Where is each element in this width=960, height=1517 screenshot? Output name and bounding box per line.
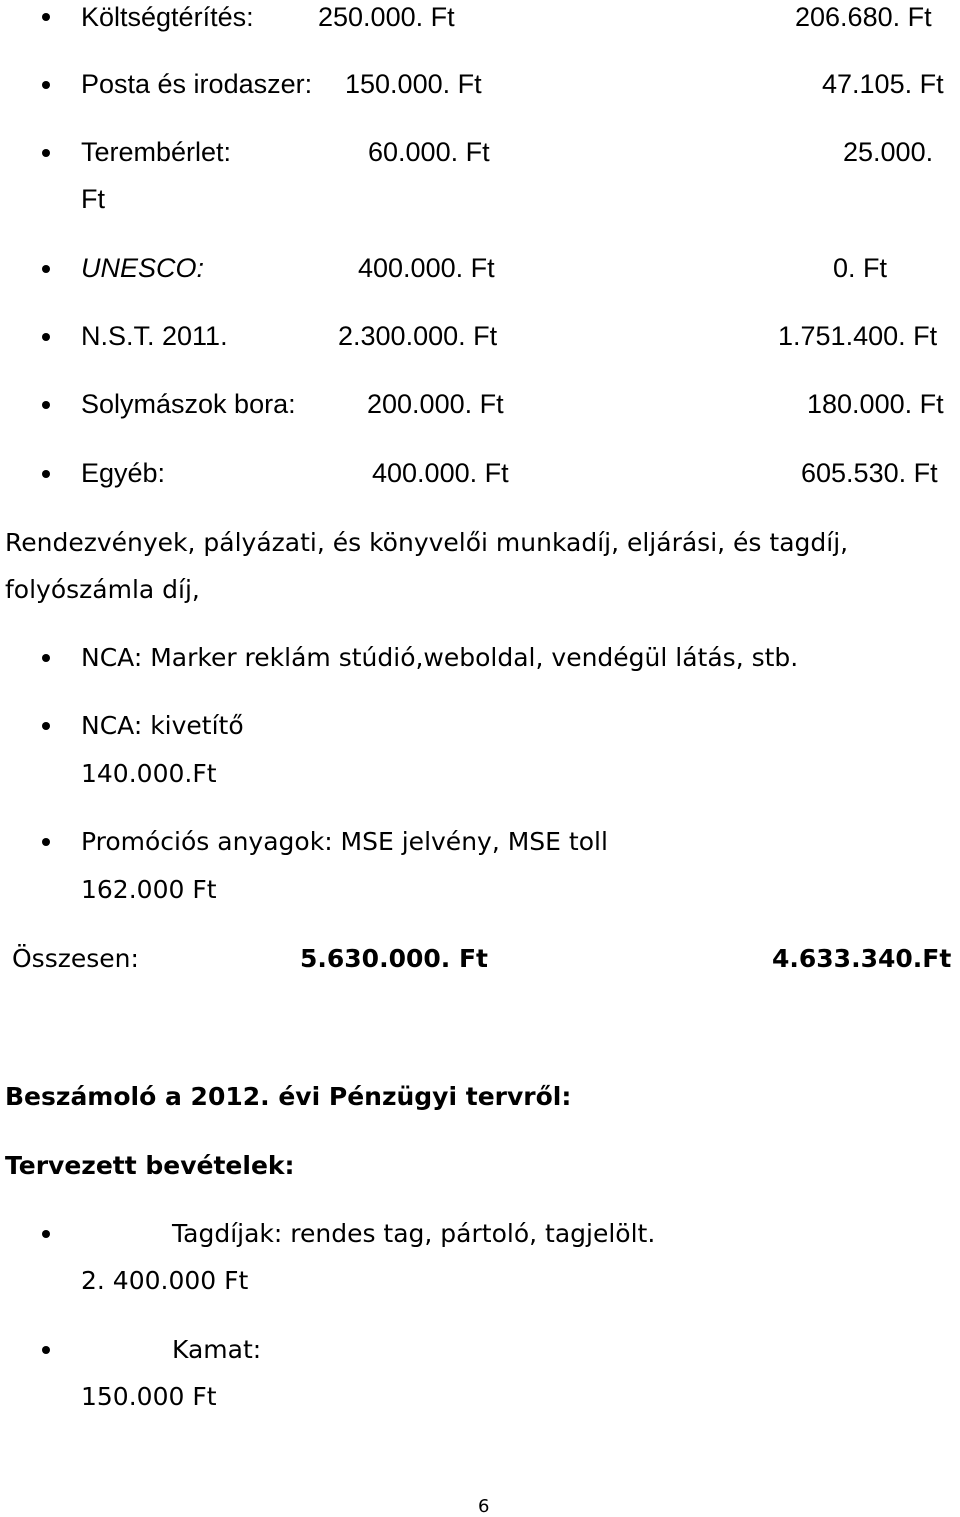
expense-planned: 60.000. Ft <box>368 137 490 167</box>
section-heading: Beszámoló a 2012. évi Pénzügyi tervről: <box>5 1082 572 1111</box>
expense-actual: 180.000. Ft <box>807 389 944 419</box>
expense-label: N.S.T. 2011. <box>81 321 228 351</box>
income-heading: Tervezett bevételek: <box>5 1151 295 1180</box>
bullet-icon <box>42 81 50 89</box>
income-amount: 150.000 Ft <box>81 1382 217 1411</box>
total-actual: 4.633.340.Ft <box>772 944 952 973</box>
expense-label: Egyéb: <box>81 458 166 488</box>
expense-label: UNESCO: <box>81 253 205 283</box>
total-label: Összesen: <box>12 944 139 973</box>
total-planned: 5.630.000. Ft <box>300 944 488 973</box>
expense-label: Költségtérítés: <box>81 2 254 32</box>
bullet-icon <box>42 838 50 846</box>
note-line: Rendezvények, pályázati, és könyvelői munkadíj, eljárási, és tagdíj, <box>5 528 849 557</box>
income-label: Tagdíjak: rendes tag, pártoló, tagjelölt. <box>172 1219 656 1248</box>
bullet-icon <box>42 470 50 478</box>
expense-planned: 150.000. Ft <box>345 69 482 99</box>
bullet-icon <box>42 265 50 273</box>
nca-item-line: NCA: kivetítő <box>81 711 244 740</box>
expense-actual: 605.530. Ft <box>801 458 938 488</box>
expense-planned: 400.000. Ft <box>372 458 509 488</box>
page-number: 6 <box>478 1496 490 1517</box>
expense-label: Solymászok bora: <box>81 389 296 419</box>
income-amount: 2. 400.000 Ft <box>81 1266 249 1295</box>
bullet-icon <box>42 401 50 409</box>
nca-item-amount: 162.000 Ft <box>81 875 217 904</box>
expense-actual: 206.680. Ft <box>795 2 932 32</box>
nca-item-amount: 140.000.Ft <box>81 759 217 788</box>
expense-planned: 250.000. Ft <box>318 2 455 32</box>
expense-actual: 0. Ft <box>833 253 888 283</box>
expense-actual: 47.105. Ft <box>822 69 944 99</box>
bullet-icon <box>42 654 50 662</box>
expense-planned: 400.000. Ft <box>358 253 495 283</box>
expense-label: Terembérlet: <box>81 137 232 167</box>
expense-actual: 25.000. <box>843 137 934 167</box>
expense-actual: 1.751.400. Ft <box>778 321 938 351</box>
bullet-icon <box>42 333 50 341</box>
expense-label: Posta és irodaszer: <box>81 69 313 99</box>
nca-item-line: NCA: Marker reklám stúdió,weboldal, vendégül látás, stb. <box>81 643 799 672</box>
bullet-icon <box>42 1346 50 1354</box>
expense-actual-wrap: Ft <box>81 184 105 214</box>
expense-planned: 200.000. Ft <box>367 389 504 419</box>
note-line: folyószámla díj, <box>5 575 200 604</box>
nca-item-line: Promóciós anyagok: MSE jelvény, MSE toll <box>81 827 608 856</box>
bullet-icon <box>42 722 50 730</box>
bullet-icon <box>42 1230 50 1238</box>
bullet-icon <box>42 13 50 21</box>
bullet-icon <box>42 149 50 157</box>
income-label: Kamat: <box>172 1335 262 1364</box>
expense-planned: 2.300.000. Ft <box>338 321 498 351</box>
